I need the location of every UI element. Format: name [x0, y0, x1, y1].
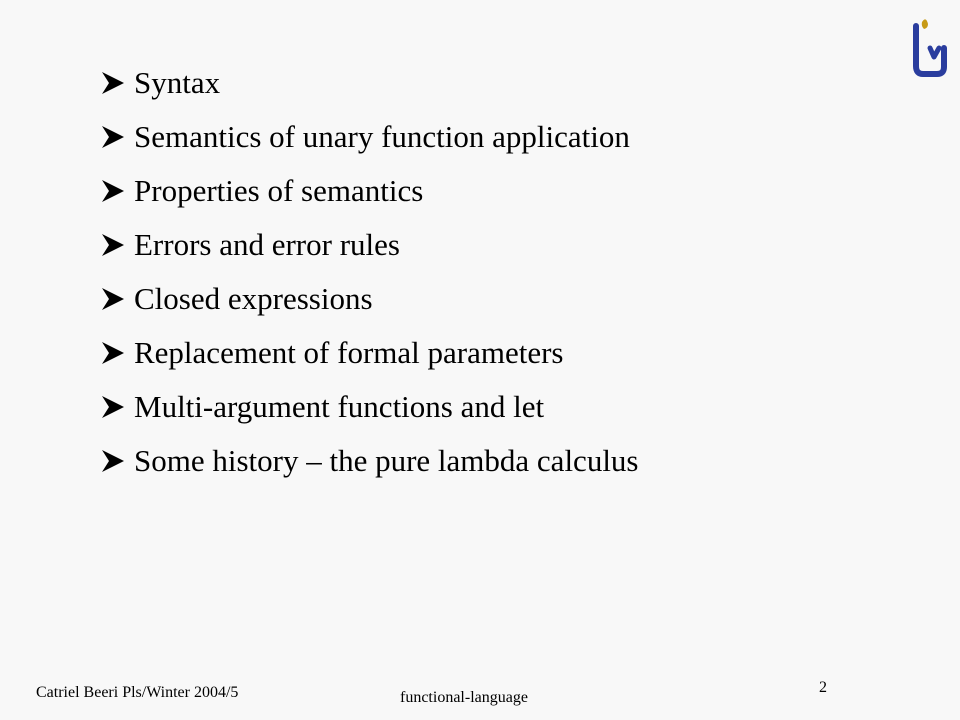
bullet-item: [100, 326, 639, 380]
arrow-bullet-icon: [100, 232, 126, 258]
arrow-bullet-icon: [100, 70, 126, 96]
bullet-text: Some history – the pure lambda calculus: [134, 443, 639, 478]
hebrew-university-logo-icon: [906, 14, 948, 80]
footer-author: Catriel Beeri Pls/Winter 2004/5: [36, 684, 239, 701]
bullet-text: Properties of semantics: [134, 173, 424, 208]
page-number: 2: [819, 679, 827, 696]
arrow-bullet-icon: [100, 340, 126, 366]
bullet-text: Semantics of unary function application: [134, 119, 630, 154]
bullet-list: [100, 56, 639, 488]
bullet-item: [100, 380, 639, 434]
arrow-bullet-icon: [100, 124, 126, 150]
bullet-text: Replacement of formal parameters: [134, 335, 564, 370]
bullet-item: [100, 218, 639, 272]
footer-topic: functional-language: [400, 689, 528, 706]
bullet-item: [100, 56, 639, 110]
arrow-bullet-icon: [100, 178, 126, 204]
bullet-text: Syntax: [134, 65, 221, 100]
arrow-bullet-icon: [100, 286, 126, 312]
arrow-bullet-icon: [100, 448, 126, 474]
arrow-bullet-icon: [100, 394, 126, 420]
bullet-item: [100, 272, 639, 326]
bullet-text: Multi-argument functions and let: [134, 389, 545, 424]
bullet-text: Closed expressions: [134, 281, 373, 316]
bullet-item: [100, 164, 639, 218]
bullet-text: Errors and error rules: [134, 227, 400, 262]
bullet-item: [100, 434, 639, 488]
bullet-item: [100, 110, 639, 164]
